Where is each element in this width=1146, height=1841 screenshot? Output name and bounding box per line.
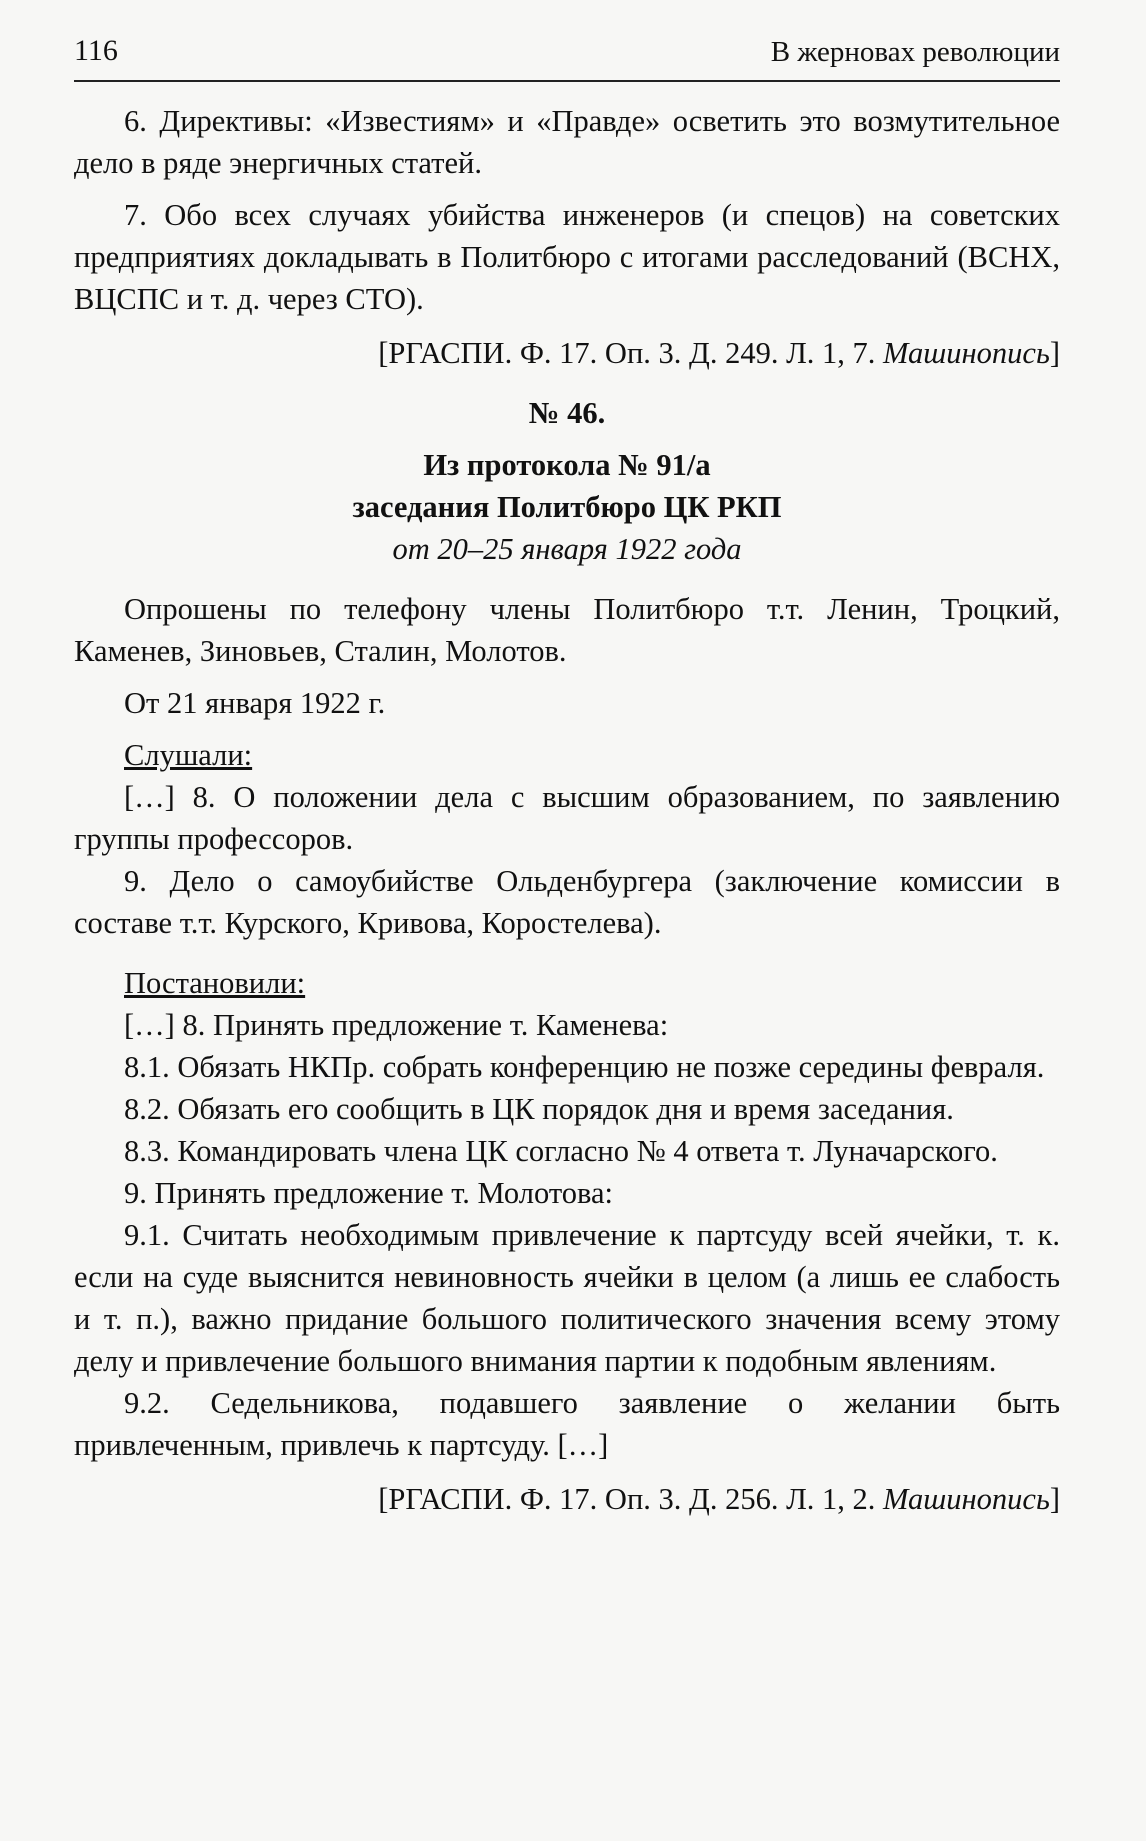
resolution-8-3: 8.3. Командировать члена ЦК согласно № 4 ответа т. Луначарского. [124,1134,998,1168]
resolution-9: 9. Принять предложение т. Молотова: [124,1176,614,1210]
archive-reference-1 [74,332,1060,374]
resolution-8-1: 8.1. Обязать НКПр. собрать конференцию не позже середины февраля. [124,1050,1045,1084]
resolution-9-2: 9.2. Седельникова, подавшего заявление о желании быть привлеченным, привлечь к партсуду. […] [74,1386,1060,1462]
resolution-8-2: 8.2. Обязать его сообщить в ЦК порядок дня и время заседания. [124,1092,954,1126]
document-title-line-1: Из протокола № 91/а [423,448,711,482]
document-number: № 46. [528,396,606,430]
archive-reference-text: [РГАСПИ. Ф. 17. Оп. 3. Д. 256. Л. 1, 2. [378,1482,884,1516]
archive-reference-type: Машинопись [883,336,1050,370]
page-number: 116 [74,34,118,67]
resolution-8: […] 8. Принять предложение т. Каменева: [124,1008,669,1042]
date-line: От 21 января 1922 г. [124,686,386,720]
heard-item-8: […] 8. О положении дела с высшим образованием, по заявлению группы профессоров. [74,780,1060,856]
page-content [74,100,1060,1520]
archive-reference-type: Машинопись [883,1482,1050,1516]
heard-label-line [74,734,1060,776]
polled-members: Опрошены по телефону члены Политбюро т.т. Ленин, Троцкий, Каменев, Зиновьев, Сталин, Молотов. [74,592,1060,668]
heard-label: Слушали: [124,738,253,772]
archive-reference-text: [РГАСПИ. Ф. 17. Оп. 3. Д. 249. Л. 1, 7. [378,336,884,370]
directive-6: 6. Директивы: «Известиям» и «Правде» осветить это возмутительное дело в ряде энергичных статей. [74,104,1060,180]
resolved-label: Постановили: [124,966,306,1000]
archive-reference-2 [74,1478,1060,1520]
resolved-label-line [74,962,1060,1004]
directive-7: 7. Обо всех случаях убийства инженеров (и спецов) на советских предприятиях докладывать в Политбюро с итогами расследований (ВСНХ, ВЦСПС и т. д. через СТО). [74,198,1060,316]
document-title-line-2: заседания Политбюро ЦК РКП [352,490,782,524]
running-title: В жерновах революции [770,36,1060,68]
heard-item-9: 9. Дело о самоубийстве Ольденбургера (заключение комиссии в составе т.т. Курского, Кривова, Коростелева). [74,864,1060,940]
archive-reference-close: ] [1049,1482,1060,1516]
document-date: от 20–25 января 1922 года [392,532,742,566]
page-header [74,34,1060,82]
archive-reference-close: ] [1049,336,1060,370]
resolution-9-1: 9.1. Считать необходимым привлечение к партсуду всей ячейки, т. к. если на суде выяснится невиновность ячейки в целом (а лишь ее слабость и т. п.), важно придание большого политического значения всему этому делу и привлечение большого внимания партии к подобным явлениям. [74,1218,1060,1378]
